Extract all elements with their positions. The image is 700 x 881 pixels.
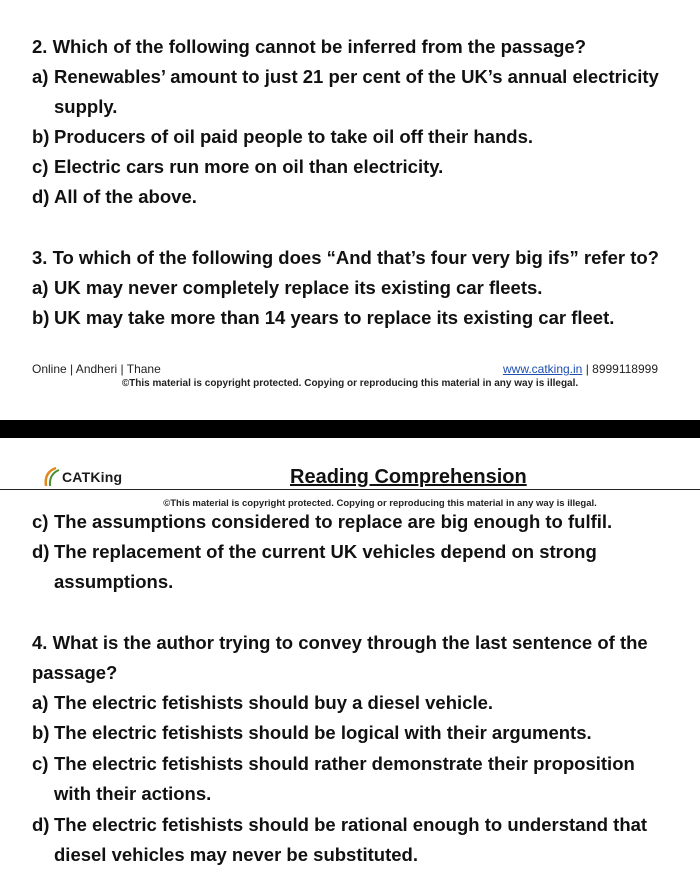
q4-option-a-text: The electric fetishists should buy a diesel vehicle. (54, 692, 494, 713)
section-title: Reading Comprehension (290, 466, 527, 488)
q4-option-c (32, 749, 635, 779)
q2-option-b (32, 122, 533, 152)
q2-option-a-text: Renewables’ amount to just 21 per cent of the UK’s annual electricity (54, 66, 659, 87)
q2-option-d-text: All of the above. (54, 186, 197, 207)
q3-option-c-text: The assumptions considered to replace are big enough to fulfil. (54, 511, 613, 532)
q2-option-a (32, 62, 659, 92)
q3-option-a (32, 273, 542, 303)
footer-locations: Online | Andheri | Thane (32, 362, 161, 376)
q3-option-b-letter: b) (32, 307, 50, 328)
q3-option-d-text: The replacement of the current UK vehicles depend on strong (54, 541, 597, 562)
q3-option-c (32, 507, 612, 537)
logo-text: CATKing (62, 469, 123, 485)
q2-option-d (32, 182, 197, 212)
phone-number: | 8999118999 (582, 362, 658, 376)
q4-option-d-text: The electric fetishists should be rational enough to understand that (54, 814, 648, 835)
q4-option-d-cont: diesel vehicles may never be substituted. (54, 844, 418, 865)
q4-option-c-cont: with their actions. (54, 783, 212, 804)
footer-contact (503, 362, 658, 376)
q4-option-b-letter: b) (32, 722, 50, 743)
document-page-2 (0, 438, 700, 881)
q2-option-a-cont: supply. (54, 96, 118, 117)
q4-option-b-text: The electric fetishists should be logical with their arguments. (54, 722, 592, 743)
q4-option-d (32, 810, 647, 840)
question-2-text: 2. Which of the following cannot be inferred from the passage? (32, 36, 587, 57)
header-copyright: ©This material is copyright protected. Copying or reproducing this material in any way is illegal. (163, 498, 597, 509)
q3-option-d-cont: assumptions. (54, 571, 174, 592)
q3-option-c-letter: c) (32, 511, 49, 532)
question-4-text-cont: passage? (32, 662, 118, 683)
q2-option-c-text: Electric cars run more on oil than electricity. (54, 156, 444, 177)
q3-option-b (32, 303, 614, 333)
page-separator (0, 420, 700, 438)
q2-option-c-letter: c) (32, 156, 49, 177)
footer-copyright: ©This material is copyright protected. Copying or reproducing this material in any way is illegal. (121, 378, 579, 389)
document-page-1 (0, 0, 700, 420)
q2-option-d-letter: d) (32, 186, 50, 207)
q4-option-a-letter: a) (32, 692, 49, 713)
q4-option-c-text: The electric fetishists should rather demonstrate their proposition (54, 753, 635, 774)
q2-option-c (32, 152, 443, 182)
q4-option-a (32, 688, 493, 718)
q4-option-b (32, 718, 592, 748)
website-link[interactable]: www.catking.in (502, 362, 583, 376)
q3-option-b-text: UK may take more than 14 years to replace its existing car fleet. (54, 307, 615, 328)
catking-logo (42, 464, 122, 490)
q2-option-b-letter: b) (32, 126, 50, 147)
q3-option-d (32, 537, 597, 567)
watermark-top (300, 0, 620, 36)
q2-option-a-letter: a) (32, 66, 49, 87)
header-rule (0, 489, 700, 490)
q4-option-d-letter: d) (32, 814, 50, 835)
question-4-text: 4. What is the author trying to convey through the last sentence of the (32, 632, 648, 653)
q4-option-c-letter: c) (32, 753, 49, 774)
question-3-text: 3. To which of the following does “And that’s four very big ifs” refer to? (32, 247, 659, 268)
q3-option-a-text: UK may never completely replace its existing car fleets. (54, 277, 543, 298)
q3-option-d-letter: d) (32, 541, 50, 562)
q2-option-b-text: Producers of oil paid people to take oil off their hands. (54, 126, 533, 147)
logo-mark-icon (42, 466, 60, 488)
q3-option-a-letter: a) (32, 277, 49, 298)
